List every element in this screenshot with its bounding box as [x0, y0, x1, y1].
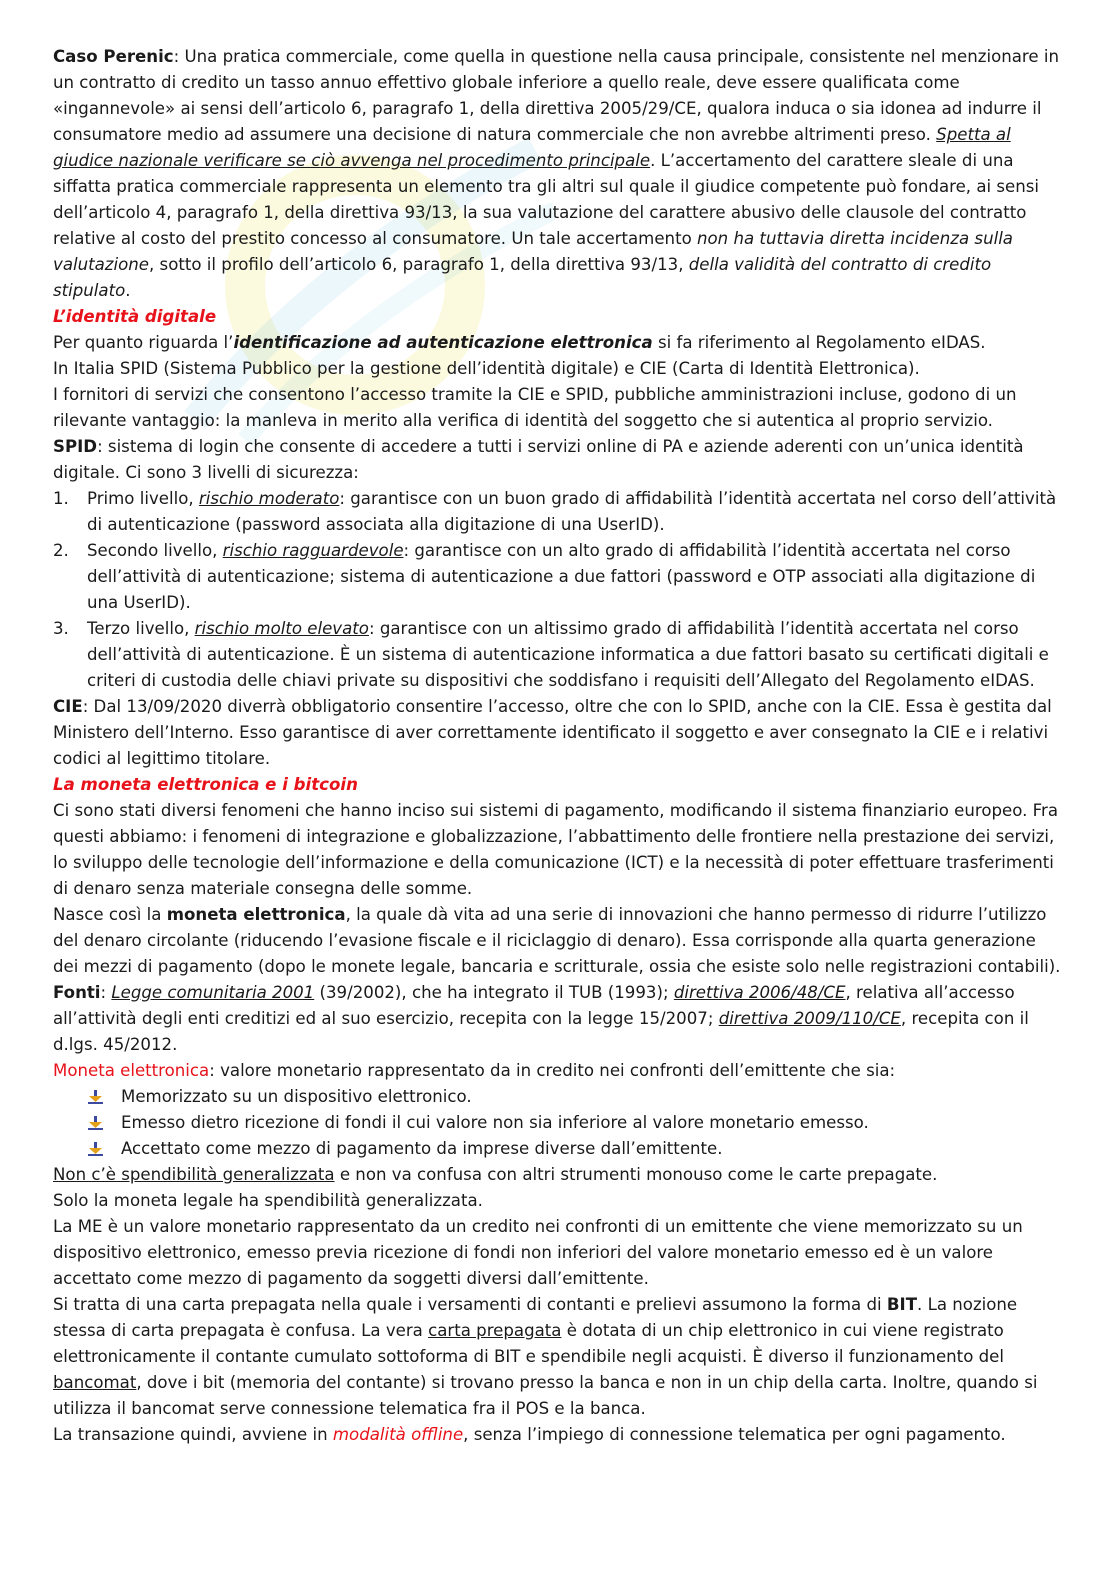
- section-heading-moneta-elettronica: La moneta elettronica e i bitcoin: [53, 775, 358, 794]
- list-item: 3. Terzo livello, rischio molto elevato: garantisce con un altissimo grado di affidabilità l’identità accertata nel corso dell’attività di autenticazione. È un sistema di autenticazione informatica a due fattori basato su certificati digitali e criteri di custodia delle chiavi private su dispositivi che soddisfano i requisiti dell’Allegato del Regolamento eIDAS.: [53, 619, 1049, 690]
- paragraph-cie: CIE: Dal 13/09/2020 diverrà obbligatorio consentire l’accesso, oltre che con lo SPID, anche con la CIE. Essa è gestita dal Ministero dell’Interno. Esso garantisce di aver correttamente identificato il soggetto e aver consegnato la CIE e i relativi codici al legittimo titolare.: [53, 697, 1052, 768]
- paragraph-eidas: Per quanto riguarda l’identificazione ad autenticazione elettronica si fa riferimento al Regolamento eIDAS.: [53, 333, 986, 352]
- arrow-down-bullet-icon: [87, 1116, 104, 1131]
- paragraph-spid: SPID: sistema di login che consente di accedere a tutti i servizi online di PA e aziende aderenti con un’unica identità digitale. Ci sono 3 livelli di sicurezza:: [53, 437, 1024, 482]
- caso-perenic-label: Caso Perenic: [53, 47, 174, 66]
- document-page: [53, 44, 1063, 1448]
- bullet-list: [53, 1084, 1063, 1162]
- paragraph-spendibilita: Non c’è spendibilità generalizzata e non va confusa con altri strumenti monouso come le carte prepagate.: [53, 1165, 938, 1184]
- paragraph-spid-cie: In Italia SPID (Sistema Pubblico per la gestione dell’identità digitale) e CIE (Carta di Identità Elettronica).: [53, 359, 920, 378]
- security-levels-list: [53, 486, 1063, 694]
- paragraph-moneta-elettronica: Nasce così la moneta elettronica, la quale dà vita ad una serie di innovazioni che hanno permesso di ridurre l’utilizzo del denaro circolante (riducendo l’evasione fiscale e il riciclaggio di denaro). Essa corrisponde alla quarta generazione dei mezzi di pagamento (dopo le monete legale, bancaria e scritturale, ossia che esiste solo nelle registrazioni contabili).: [53, 905, 1061, 976]
- paragraph-fornitori: I fornitori di servizi che consentono l’accesso tramite la CIE e SPID, pubbliche amministrazioni incluse, godono di un rilevante vantaggio: la manleva in merito alla verifica di identità del soggetto che si autentica al proprio servizio.: [53, 385, 1017, 430]
- paragraph-transazione: La transazione quindi, avviene in modalità offline, senza l’impiego di connessione telematica per ogni pagamento.: [53, 1425, 1006, 1444]
- list-item: Emesso dietro ricezione di fondi il cui valore non sia inferiore al valore monetario emesso.: [87, 1110, 1063, 1136]
- paragraph-definizione: Moneta elettronica: valore monetario rappresentato da in credito nei confronti dell’emittente che sia:: [53, 1061, 896, 1080]
- list-item: 1. Primo livello, rischio moderato: garantisce con un buon grado di affidabilità l’identità accertata nel corso dell’attività di autenticazione (password associata alla digitazione di una UserID).: [53, 489, 1057, 534]
- underlined-phrase: Spetta al giudice nazionale verificare se ciò avvenga nel procedimento principale: [53, 125, 1011, 170]
- paragraph-moneta-legale: Solo la moneta legale ha spendibilità generalizzata.: [53, 1191, 483, 1210]
- list-item: Memorizzato su un dispositivo elettronico.: [87, 1084, 1063, 1110]
- section-heading-identita-digitale: L’identità digitale: [53, 307, 217, 326]
- list-item: Accettato come mezzo di pagamento da imprese diverse dall’emittente.: [87, 1136, 1063, 1162]
- paragraph-fenomeni: Ci sono stati diversi fenomeni che hanno inciso sui sistemi di pagamento, modificando il sistema finanziario europeo. Fra questi abbiamo: i fenomeni di integrazione e globalizzazione, l’abbattimento delle frontiere nella prestazione dei servizi, lo sviluppo delle tecnologie dell’informazione e della comunicazione (ICT) e la necessità di poter effettuare trasferimenti di denaro senza materiale consegna delle somme.: [53, 801, 1058, 898]
- paragraph-fonti: Fonti: Legge comunitaria 2001 (39/2002), che ha integrato il TUB (1993); direttiva 2006/48/CE, relativa all’accesso all’attività degli enti creditizi ed al suo esercizio, recepita con la legge 15/2007; direttiva 2009/110/CE, recepita con il d.lgs. 45/2012.: [53, 983, 1029, 1054]
- arrow-down-bullet-icon: [87, 1142, 104, 1157]
- list-item: 2. Secondo livello, rischio ragguardevole: garantisce con un alto grado di affidabilità l’identità accertata nel corso dell’attività di autenticazione; sistema di autenticazione a due fattori (password e OTP associati alla digitazione di una UserID).: [53, 541, 1036, 612]
- paragraph-carta-prepagata: Si tratta di una carta prepagata nella quale i versamenti di contanti e prelievi assumono la forma di BIT. La nozione stessa di carta prepagata è confusa. La vera carta prepagata è dotata di un chip elettronico in cui viene registrato elettronicamente il contante cumulato sottoforma di BIT e spendibile negli acquisti. È diverso il funzionamento del bancomat, dove i bit (memoria del contante) si trovano presso la banca e non in un chip della carta. Inoltre, quando si utilizza il bancomat serve connessione telematica fra il POS e la banca.: [53, 1295, 1038, 1418]
- arrow-down-bullet-icon: [87, 1090, 104, 1105]
- paragraph-me: La ME è un valore monetario rappresentato da un credito nei confronti di un emittente che viene memorizzato su un dispositivo elettronico, emesso previa ricezione di fondi non inferiori del valore monetario emesso ed è un valore accettato come mezzo di pagamento da soggetti diversi dall’emittente.: [53, 1217, 1023, 1288]
- paragraph-caso-perenic: Caso Perenic: Una pratica commerciale, come quella in questione nella causa principale, consistente nel menzionare in un contratto di credito un tasso annuo effettivo globale inferiore a quello reale, deve essere qualificata come «ingannevole» ai sensi dell’articolo 6, paragrafo 1, della direttiva 2005/29/CE, qualora induca o sia idonea ad indurre il consumatore medio ad assumere una decisione di natura commerciale che non avrebbe altrimenti preso. Spetta al giudice nazionale verificare se ciò avvenga nel procedimento principale. L’accertamento del carattere sleale di una siffatta pratica commerciale rappresenta un elemento tra gli altri sul quale il giudice competente può fondare, ai sensi dell’articolo 4, paragrafo 1, della direttiva 93/13, la sua valutazione del carattere abusivo delle clausole del contratto relative al costo del prestito concesso al consumatore. Un tale accertamento non ha tuttavia diretta incidenza sulla valutazione, sotto il profilo dell’articolo 6, paragrafo 1, della direttiva 93/13, della validità del contratto di credito stipulato.: [53, 47, 1059, 300]
